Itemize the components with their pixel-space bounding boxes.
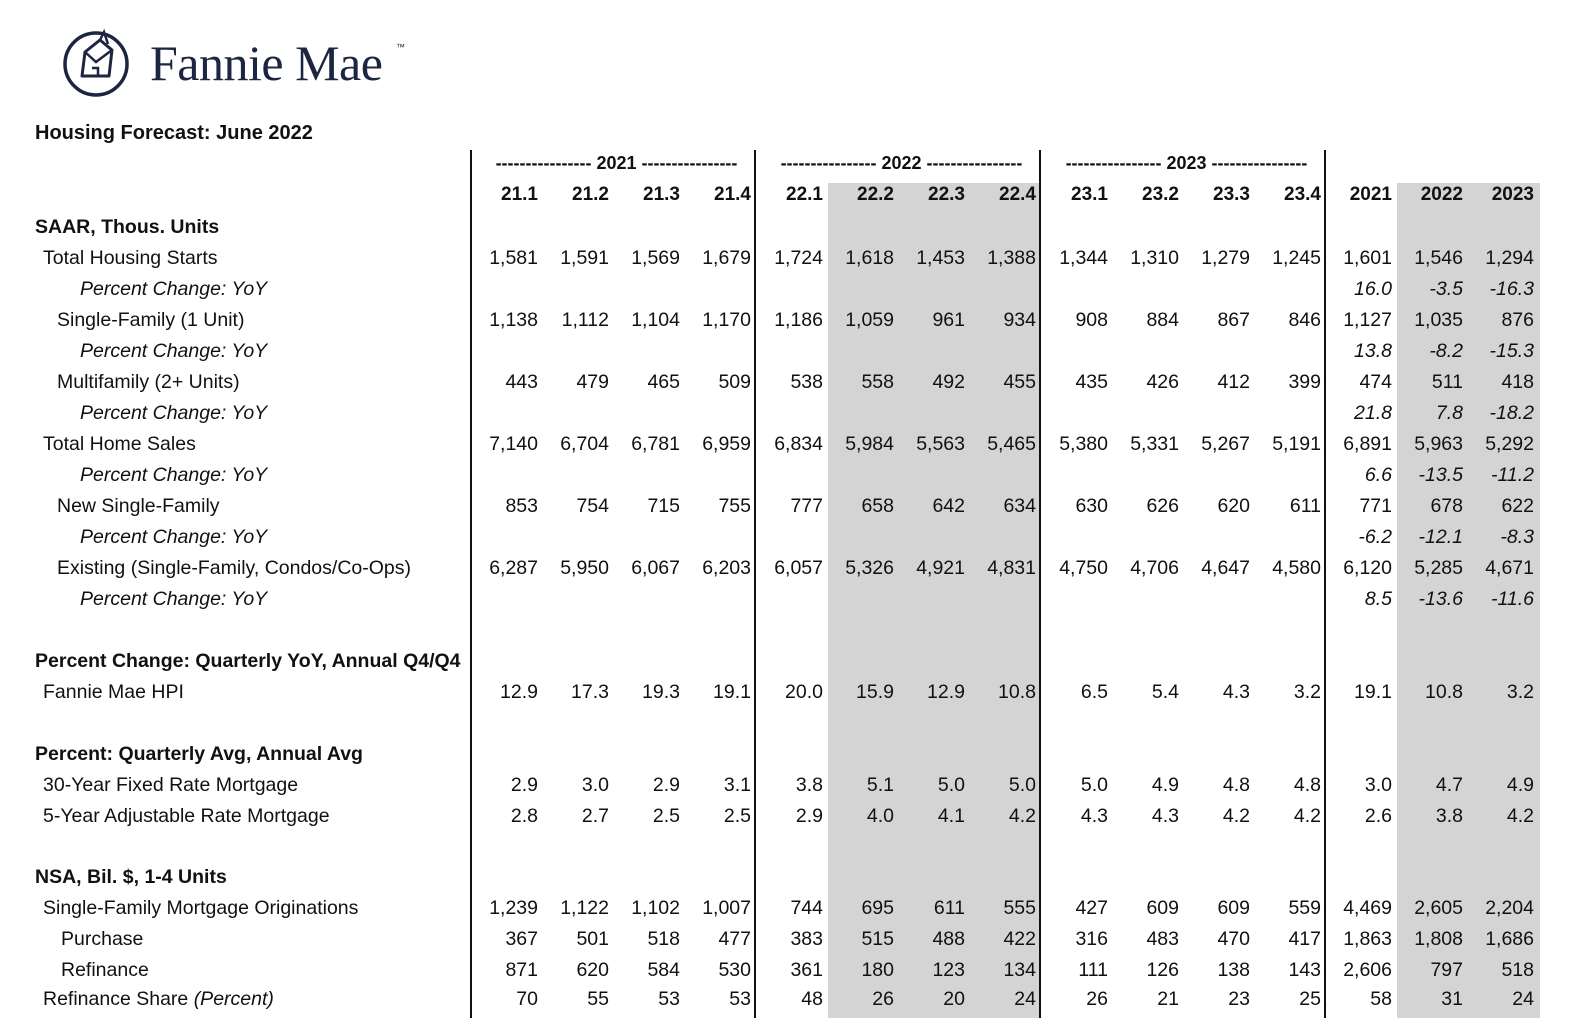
page-title: Housing Forecast: June 2022 [35, 122, 313, 144]
table-cell: 6,834 [774, 433, 823, 455]
table-cell: 4.3 [1222, 681, 1250, 703]
table-cell: -11.6 [1491, 588, 1534, 610]
table-cell: 1,104 [631, 309, 680, 331]
table-cell: 2,605 [1414, 897, 1463, 919]
table-cell: 5,950 [560, 557, 609, 579]
table-cell: 6.6 [1364, 464, 1392, 486]
table-cell: 6.5 [1080, 681, 1108, 703]
table-cell: 797 [1430, 959, 1463, 981]
table-cell: 7,140 [489, 433, 538, 455]
table-cell: 2,204 [1485, 897, 1534, 919]
table-cell: 611 [1289, 495, 1321, 517]
table-cell: 483 [1146, 928, 1179, 950]
table-cell: 518 [647, 928, 680, 950]
table-cell: 1,453 [916, 247, 965, 269]
table-cell: 12.9 [927, 681, 965, 703]
table-cell: 1,601 [1343, 247, 1392, 269]
table-cell: 1,686 [1485, 928, 1534, 950]
table-cell: 1,679 [702, 247, 751, 269]
table-cell: 20 [943, 988, 965, 1010]
table-cell: 1,112 [561, 309, 609, 331]
row-label: Percent Change: YoY [80, 464, 268, 486]
table-cell: 6,057 [774, 557, 823, 579]
table-cell: 5,191 [1272, 433, 1321, 455]
table-cell: 479 [576, 371, 609, 393]
table-cell: 2.5 [723, 805, 751, 827]
table-cell: 3.2 [1506, 681, 1534, 703]
house-circle-icon [62, 22, 132, 108]
table-row [0, 772, 1572, 803]
table-cell: 427 [1075, 897, 1108, 919]
table-cell: 908 [1075, 309, 1108, 331]
table-cell: 4.8 [1222, 774, 1250, 796]
table-row [0, 926, 1572, 957]
table-cell: 4.3 [1080, 805, 1108, 827]
table-cell: 1,546 [1414, 247, 1463, 269]
table-cell: 1,724 [774, 247, 823, 269]
column-header: 21.2 [572, 184, 609, 205]
column-header: 22.4 [999, 184, 1036, 205]
table-cell: 876 [1501, 309, 1534, 331]
row-label: Percent Change: YoY [80, 340, 268, 362]
table-cell: 1,388 [987, 247, 1036, 269]
section-header-row [0, 741, 1572, 772]
table-cell: -11.2 [1491, 464, 1534, 486]
table-row [0, 986, 1572, 1017]
table-cell: 6,959 [702, 433, 751, 455]
table-cell: 399 [1288, 371, 1321, 393]
table-row [0, 679, 1572, 710]
row-label: Refinance Share (Percent) [43, 988, 274, 1010]
table-cell: 4,831 [987, 557, 1036, 579]
table-cell: 488 [932, 928, 965, 950]
table-cell: 2.9 [510, 774, 538, 796]
table-cell: 1,102 [631, 897, 680, 919]
table-cell: 316 [1075, 928, 1108, 950]
table-cell: 1,279 [1201, 247, 1250, 269]
table-cell: 5.4 [1151, 681, 1179, 703]
table-cell: 17.3 [571, 681, 609, 703]
table-cell: 771 [1359, 495, 1392, 517]
table-cell: 5.0 [1008, 774, 1036, 796]
table-cell: -16.3 [1489, 278, 1534, 300]
table-cell: -12.1 [1418, 526, 1463, 548]
table-cell: 755 [718, 495, 751, 517]
table-cell: 361 [790, 959, 823, 981]
column-header: 2023 [1491, 184, 1534, 205]
section-title: NSA, Bil. $, 1-4 Units [35, 866, 227, 888]
row-label: Single-Family (1 Unit) [57, 309, 245, 331]
table-cell: 754 [576, 495, 609, 517]
table-cell: 611 [933, 897, 965, 919]
table-cell: 715 [647, 495, 680, 517]
table-cell: 21 [1157, 988, 1179, 1010]
table-cell: 1,863 [1343, 928, 1392, 950]
row-label: Total Housing Starts [43, 247, 218, 269]
table-row [0, 493, 1572, 524]
row-label: Single-Family Mortgage Originations [43, 897, 359, 919]
column-header: 2022 [1420, 184, 1463, 205]
table-cell: 4.9 [1151, 774, 1179, 796]
row-label: Percent Change: YoY [80, 278, 268, 300]
table-cell: 4.7 [1435, 774, 1463, 796]
table-cell: 934 [1003, 309, 1036, 331]
table-cell: 559 [1288, 897, 1321, 919]
table-cell: 634 [1003, 495, 1036, 517]
table-cell: 465 [647, 371, 680, 393]
table-cell: 1,239 [489, 897, 538, 919]
table-cell: 5,963 [1414, 433, 1463, 455]
table-cell: 620 [576, 959, 609, 981]
table-cell: 744 [790, 897, 823, 919]
column-header: 23.2 [1142, 184, 1179, 205]
section-title: SAAR, Thous. Units [35, 216, 220, 238]
table-cell: 4,469 [1343, 897, 1392, 919]
table-cell: -3.5 [1429, 278, 1463, 300]
table-cell: 4,706 [1130, 557, 1179, 579]
table-cell: 3.0 [581, 774, 609, 796]
column-header: 23.3 [1213, 184, 1250, 205]
table-cell: 6,287 [489, 557, 538, 579]
table-cell: 412 [1217, 371, 1250, 393]
table-cell: 555 [1003, 897, 1036, 919]
table-cell: 6,781 [631, 433, 680, 455]
table-cell: 626 [1146, 495, 1179, 517]
table-cell: 418 [1501, 371, 1534, 393]
table-row [0, 803, 1572, 834]
table-cell: 455 [1003, 371, 1036, 393]
table-cell: 383 [790, 928, 823, 950]
table-cell: 4.0 [866, 805, 894, 827]
column-header: 21.3 [643, 184, 680, 205]
fannie-mae-logo [62, 22, 422, 108]
table-row [0, 369, 1572, 400]
table-cell: 24 [1014, 988, 1036, 1010]
table-cell: 15.9 [856, 681, 894, 703]
table-cell: 4.2 [1506, 805, 1534, 827]
table-cell: 123 [932, 959, 965, 981]
table-cell: 4.2 [1293, 805, 1321, 827]
table-cell: 25 [1299, 988, 1321, 1010]
table-cell: 853 [505, 495, 538, 517]
column-header: 22.1 [786, 184, 823, 205]
table-cell: 3.8 [795, 774, 823, 796]
table-cell: 584 [647, 959, 680, 981]
row-label: New Single-Family [57, 495, 220, 517]
table-cell: 26 [872, 988, 894, 1010]
column-header: 21.4 [714, 184, 751, 205]
table-cell: 884 [1146, 309, 1179, 331]
table-cell: 474 [1359, 371, 1392, 393]
percent-change-row [0, 524, 1572, 555]
table-cell: 558 [861, 371, 894, 393]
section-header-row [0, 864, 1572, 895]
table-cell: 422 [1003, 928, 1036, 950]
row-label: 30-Year Fixed Rate Mortgage [43, 774, 299, 796]
table-cell: 5.0 [937, 774, 965, 796]
table-cell: 1,035 [1414, 309, 1463, 331]
row-label: Percent Change: YoY [80, 588, 268, 610]
table-cell: 609 [1146, 897, 1179, 919]
table-cell: 1,007 [702, 897, 751, 919]
table-row [0, 895, 1572, 926]
table-cell: 3.1 [723, 774, 751, 796]
table-cell: 53 [729, 988, 751, 1010]
table-cell: 6,704 [560, 433, 609, 455]
table-cell: 658 [861, 495, 894, 517]
table-cell: 6,203 [702, 557, 751, 579]
table-cell: 5,984 [845, 433, 894, 455]
table-cell: 23 [1228, 988, 1250, 1010]
table-row [0, 957, 1572, 988]
table-cell: 24 [1512, 988, 1534, 1010]
row-label: Multifamily (2+ Units) [57, 371, 240, 393]
brand-name: Fannie Mae [150, 35, 383, 91]
year-group-header: ---------------- 2021 ---------------- [495, 153, 738, 173]
table-cell: 134 [1003, 959, 1036, 981]
table-cell: 4.2 [1222, 805, 1250, 827]
table-cell: 5,326 [845, 557, 894, 579]
table-cell: 2.9 [795, 805, 823, 827]
table-cell: 477 [718, 928, 751, 950]
section-header-row [0, 648, 1572, 679]
table-cell: 3.0 [1364, 774, 1392, 796]
percent-change-row [0, 338, 1572, 369]
column-header: 2021 [1349, 184, 1392, 205]
table-cell: 417 [1288, 928, 1321, 950]
table-cell: 435 [1075, 371, 1108, 393]
table-cell: 538 [790, 371, 823, 393]
table-cell: 3.8 [1435, 805, 1463, 827]
row-label: Percent Change: YoY [80, 526, 268, 548]
table-cell: 16.0 [1354, 278, 1392, 300]
table-cell: 642 [932, 495, 965, 517]
table-cell: 180 [861, 959, 894, 981]
table-cell: 70 [516, 988, 538, 1010]
table-cell: 1,569 [631, 247, 680, 269]
table-cell: 871 [505, 959, 538, 981]
table-cell: 1,245 [1272, 247, 1321, 269]
table-cell: 630 [1075, 495, 1108, 517]
table-cell: 509 [718, 371, 751, 393]
table-cell: 620 [1217, 495, 1250, 517]
row-label: Total Home Sales [43, 433, 196, 455]
row-label: Percent Change: YoY [80, 402, 268, 424]
table-cell: 26 [1086, 988, 1108, 1010]
table-cell: -13.6 [1418, 588, 1463, 610]
table-cell: 19.1 [1354, 681, 1392, 703]
percent-change-row [0, 400, 1572, 431]
section-title: Percent Change: Quarterly YoY, Annual Q4/Q4 [35, 650, 461, 672]
table-cell: 777 [790, 495, 823, 517]
row-label: Fannie Mae HPI [43, 681, 184, 703]
table-cell: 5,465 [987, 433, 1036, 455]
column-header: 22.3 [928, 184, 965, 205]
table-cell: 126 [1146, 959, 1179, 981]
table-cell: 4,647 [1201, 557, 1250, 579]
table-cell: 1,591 [560, 247, 609, 269]
table-cell: 1,294 [1485, 247, 1534, 269]
percent-change-row [0, 276, 1572, 307]
table-cell: 511 [1431, 371, 1463, 393]
table-cell: 5.1 [866, 774, 894, 796]
table-cell: 53 [658, 988, 680, 1010]
table-cell: 1,344 [1059, 247, 1108, 269]
table-cell: 111 [1078, 959, 1108, 981]
table-cell: 2.7 [581, 805, 609, 827]
table-cell: 5,331 [1130, 433, 1179, 455]
table-cell: 6,067 [631, 557, 680, 579]
table-cell: 4,921 [916, 557, 965, 579]
table-cell: 143 [1288, 959, 1321, 981]
table-cell: 48 [801, 988, 823, 1010]
table-cell: -18.2 [1489, 402, 1534, 424]
table-cell: -8.2 [1429, 340, 1463, 362]
table-cell: 31 [1441, 988, 1463, 1010]
column-header: 23.1 [1071, 184, 1108, 205]
column-header: 22.2 [857, 184, 894, 205]
table-cell: 20.0 [785, 681, 823, 703]
percent-change-row [0, 586, 1572, 617]
table-cell: 1,808 [1414, 928, 1463, 950]
table-cell: 695 [861, 897, 894, 919]
table-cell: 2,606 [1343, 959, 1392, 981]
table-cell: 1,581 [489, 247, 538, 269]
table-row [0, 245, 1572, 276]
table-cell: 1,170 [702, 309, 751, 331]
table-cell: 5,292 [1485, 433, 1534, 455]
column-header: 21.1 [501, 184, 538, 205]
table-cell: 518 [1501, 959, 1534, 981]
table-cell: 1,618 [845, 247, 894, 269]
table-row [0, 431, 1572, 462]
table-cell: 961 [932, 309, 965, 331]
percent-change-row [0, 462, 1572, 493]
column-header: 23.4 [1284, 184, 1321, 205]
table-cell: 5.0 [1080, 774, 1108, 796]
section-header-row [0, 214, 1572, 245]
table-cell: 19.1 [713, 681, 751, 703]
table-cell: 622 [1501, 495, 1534, 517]
table-cell: 2.5 [652, 805, 680, 827]
table-cell: 7.8 [1435, 402, 1463, 424]
table-cell: 8.5 [1364, 588, 1392, 610]
table-cell: -6.2 [1358, 526, 1392, 548]
table-cell: 4.3 [1151, 805, 1179, 827]
table-cell: 10.8 [1425, 681, 1463, 703]
table-cell: 21.8 [1354, 402, 1392, 424]
section-title: Percent: Quarterly Avg, Annual Avg [35, 743, 363, 765]
table-cell: 6,120 [1343, 557, 1392, 579]
table-cell: -8.3 [1500, 526, 1534, 548]
table-cell: -15.3 [1489, 340, 1534, 362]
row-label: Purchase [61, 928, 144, 950]
table-cell: 2.8 [510, 805, 538, 827]
table-row [0, 307, 1572, 338]
table-cell: -13.5 [1418, 464, 1463, 486]
row-label: Refinance [61, 959, 149, 981]
table-cell: 55 [587, 988, 609, 1010]
row-label: Existing (Single-Family, Condos/Co-Ops) [57, 557, 411, 579]
table-cell: 609 [1217, 897, 1250, 919]
table-cell: 492 [932, 371, 965, 393]
table-cell: 138 [1217, 959, 1250, 981]
table-cell: 58 [1370, 988, 1392, 1010]
table-cell: 19.3 [642, 681, 680, 703]
table-cell: 846 [1288, 309, 1321, 331]
row-label: 5-Year Adjustable Rate Mortgage [43, 805, 330, 827]
table-cell: 426 [1146, 371, 1179, 393]
table-cell: 2.9 [652, 774, 680, 796]
table-cell: 10.8 [998, 681, 1036, 703]
table-cell: 4.8 [1293, 774, 1321, 796]
table-cell: 4.9 [1506, 774, 1534, 796]
table-cell: 6,891 [1343, 433, 1392, 455]
table-cell: 4,671 [1485, 557, 1534, 579]
table-row [0, 555, 1572, 586]
table-cell: 4.1 [937, 805, 965, 827]
table-cell: 1,310 [1130, 247, 1179, 269]
table-cell: 501 [576, 928, 609, 950]
table-cell: 5,267 [1201, 433, 1250, 455]
trademark-mark: ™ [396, 42, 405, 52]
table-cell: 3.2 [1293, 681, 1321, 703]
table-cell: 13.8 [1354, 340, 1392, 362]
table-cell: 530 [718, 959, 751, 981]
table-cell: 1,138 [489, 309, 538, 331]
table-cell: 678 [1430, 495, 1463, 517]
table-cell: 5,563 [916, 433, 965, 455]
table-cell: 367 [505, 928, 538, 950]
table-cell: 1,059 [845, 309, 894, 331]
table-cell: 515 [861, 928, 894, 950]
table-cell: 4,580 [1272, 557, 1321, 579]
table-cell: 12.9 [500, 681, 538, 703]
table-cell: 5,380 [1059, 433, 1108, 455]
row-label-suffix: (Percent) [193, 988, 274, 1010]
table-cell: 1,186 [774, 309, 823, 331]
table-cell: 2.6 [1364, 805, 1392, 827]
table-cell: 4,750 [1059, 557, 1108, 579]
table-cell: 1,122 [560, 897, 609, 919]
table-cell: 4.2 [1008, 805, 1036, 827]
table-cell: 1,127 [1343, 309, 1392, 331]
table-cell: 867 [1217, 309, 1250, 331]
year-group-header: ---------------- 2022 ---------------- [780, 153, 1023, 173]
table-cell: 5,285 [1414, 557, 1463, 579]
year-group-header: ---------------- 2023 ---------------- [1065, 153, 1308, 173]
table-cell: 470 [1217, 928, 1250, 950]
table-cell: 443 [505, 371, 538, 393]
